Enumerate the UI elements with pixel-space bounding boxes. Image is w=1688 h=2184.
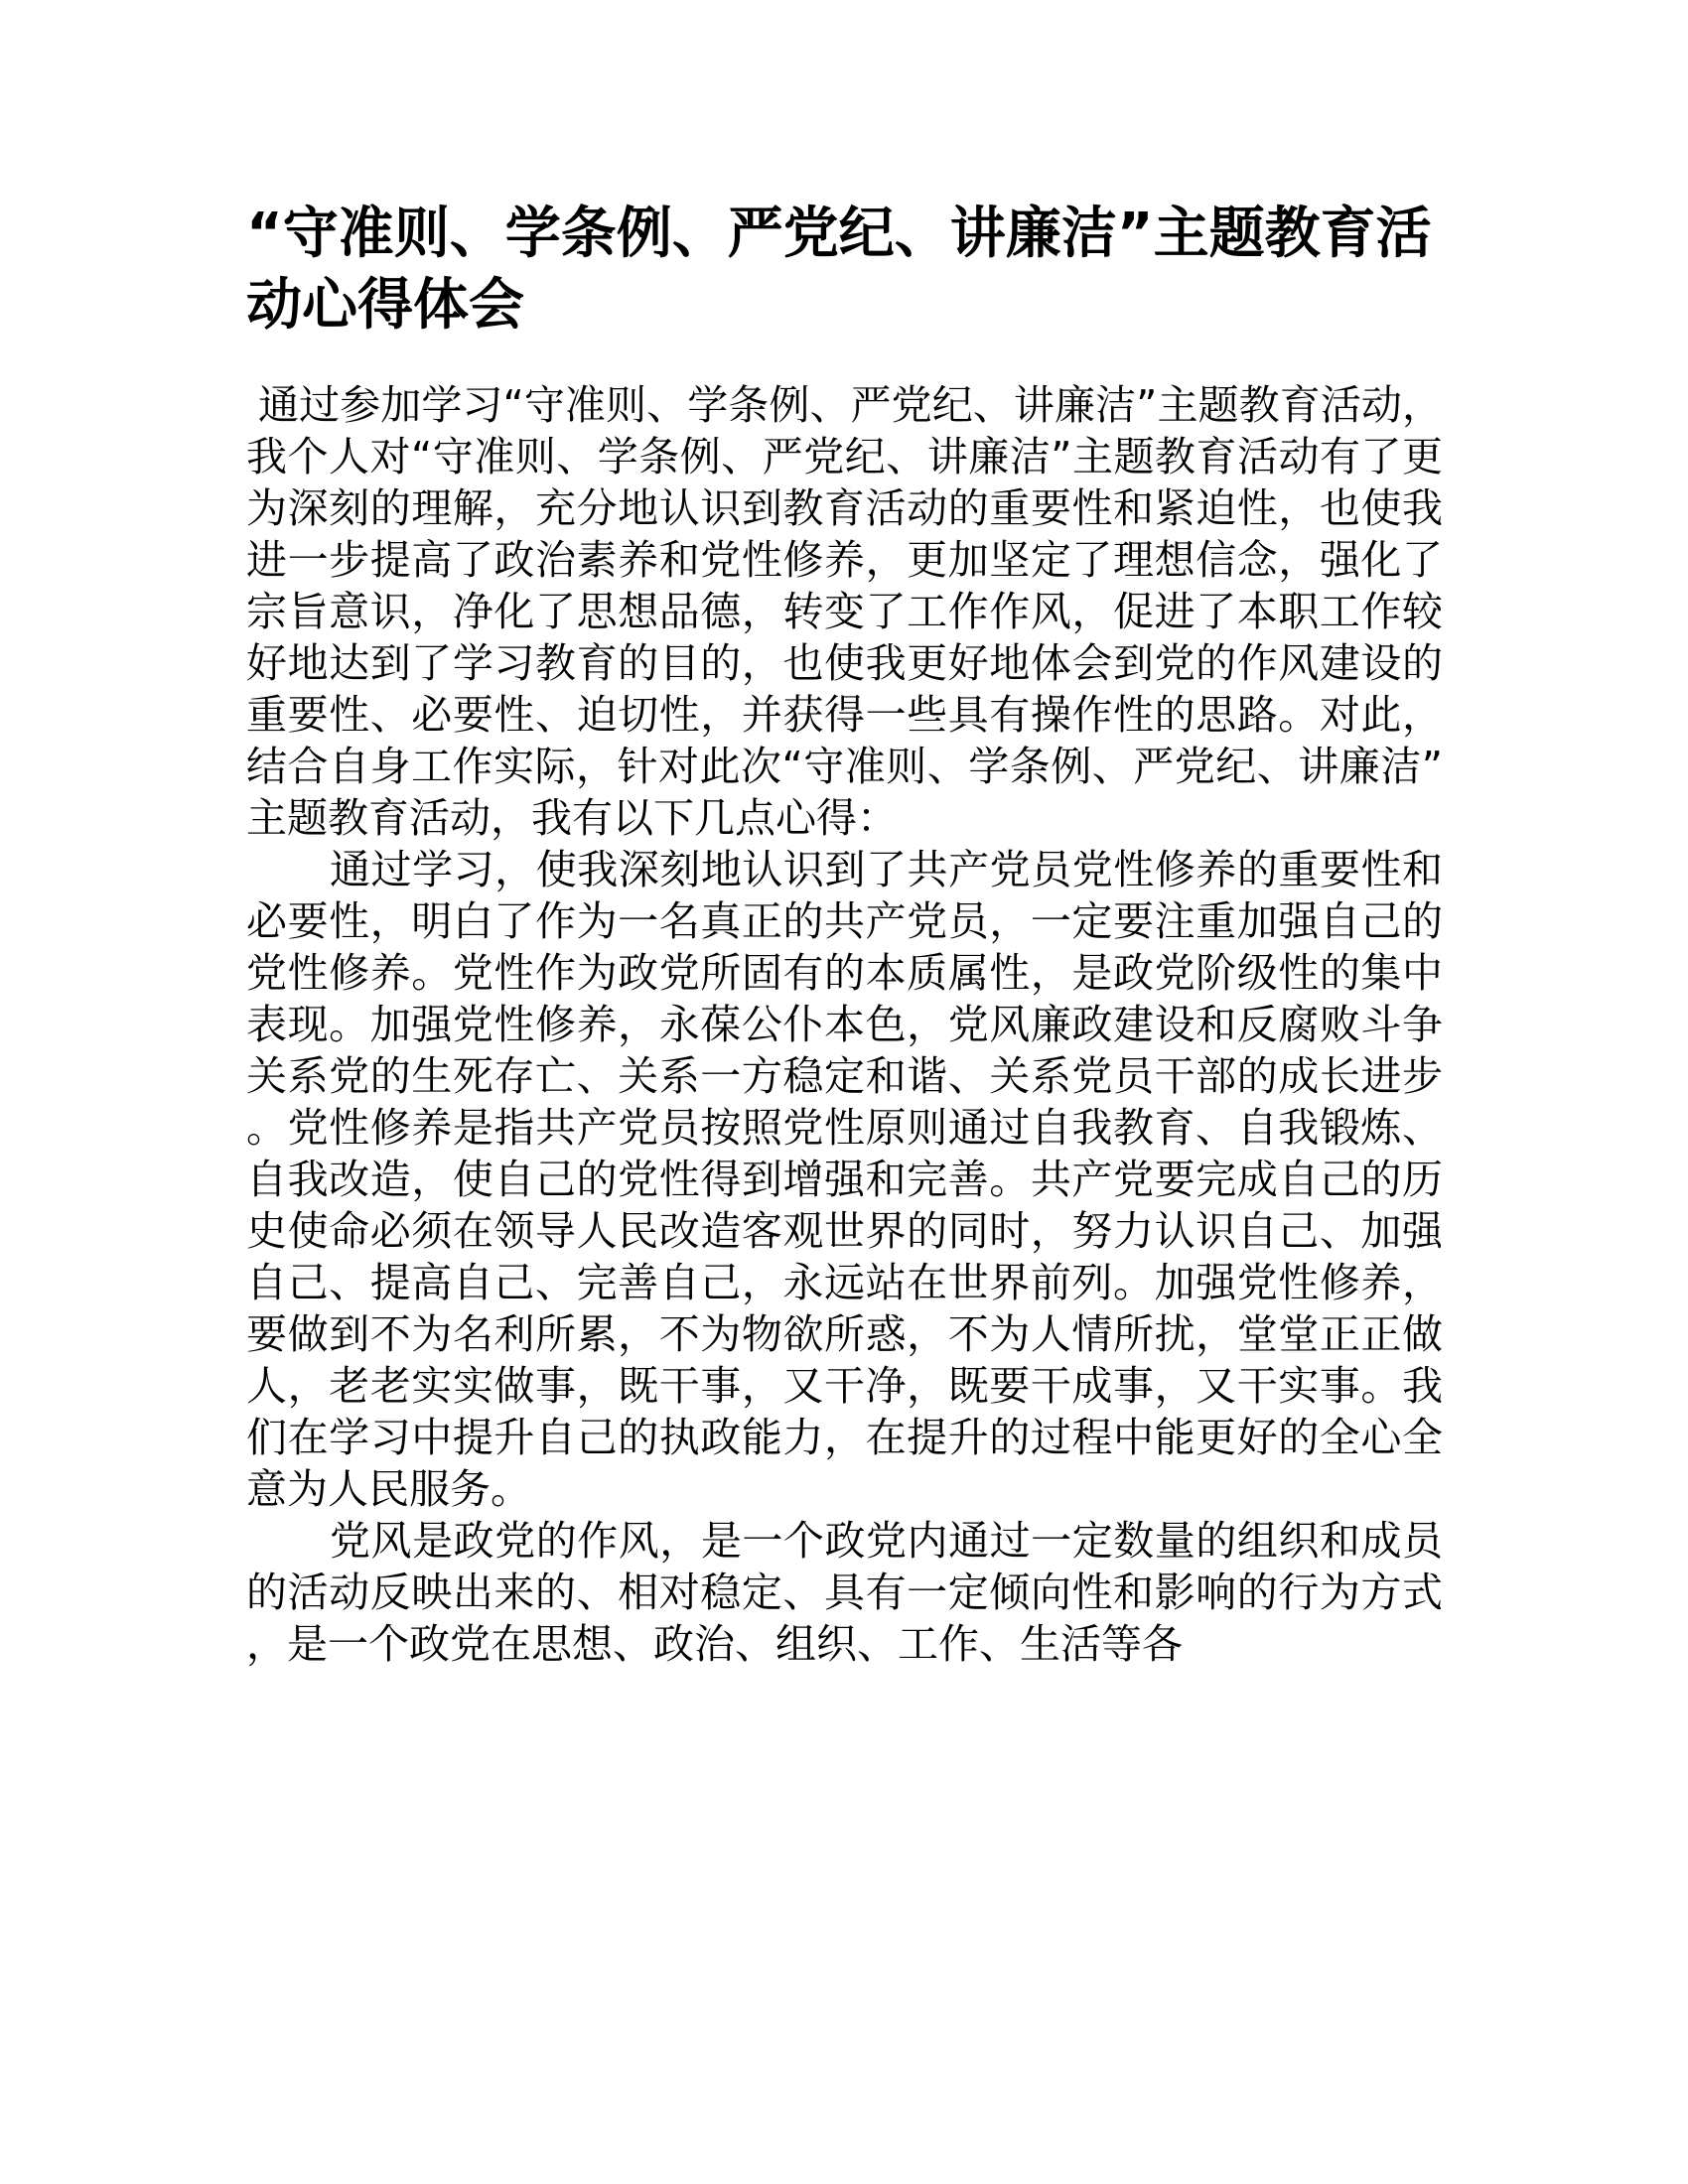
document-body <box>246 199 1443 1670</box>
paragraph-party-style: 党风是政党的作风，是一个政党内通过一定数量的组织和成员的活动反映出来的、相对稳定、具有一定倾向性和影响的行为方式，是一个政党在思想、政治、组织、工作、生活等各 <box>246 1517 1443 1668</box>
paragraph-party-spirit: 通过学习，使我深刻地认识到了共产党员党性修养的重要性和必要性，明白了作为一名真正的共产党员，一定要注重加强自己的党性修养。党性作为政党所固有的本质属性，是政党阶级性的集中表现。加强党性修养，永葆公仆本色，党风廉政建设和反腐败斗争关系党的生死存亡、关系一方稳定和谐、关系党员干部的成长进步。党性修养是指共产党员按照党性原则通过自我教育、自我锻炼、自我改造，使自己的党性得到增强和完善。共产党要完成自己的历史使命必须在领导人民改造客观世界的同时，努力认识自己、加强自己、提高自己、完善自己，永远站在世界前列。加强党性修养，要做到不为名利所累，不为物欲所惑，不为人情所扰，堂堂正正做人，老老实实做事，既干事，又干净，既要干成事，又干实事。我们在学习中提升自己的执政能力，在提升的过程中能更好的全心全意为人民服务。 <box>246 846 1443 1513</box>
document-title: “守准则、学条例、严党纪、讲廉洁”主题教育活动心得体会 <box>246 202 1432 338</box>
paragraph-intro: 通过参加学习“守准则、学条例、严党纪、讲廉洁”主题教育活动，我个人对“守准则、学条例、严党纪、讲廉洁”主题教育活动有了更为深刻的理解，充分地认识到教育活动的重要性和紧迫性，也使我进一步提高了政治素养和党性修养，更加坚定了理想信念，强化了宗旨意识，净化了思想品德，转变了工作作风，促进了本职工作较好地达到了学习教育的目的，也使我更好地体会到党的作风建设的重要性、必要性、迫切性，并获得一些具有操作性的思路。对此，结合自身工作实际，针对此次“守准则、学条例、严党纪、讲廉洁”主题教育活动，我有以下几点心得： <box>246 381 1443 842</box>
